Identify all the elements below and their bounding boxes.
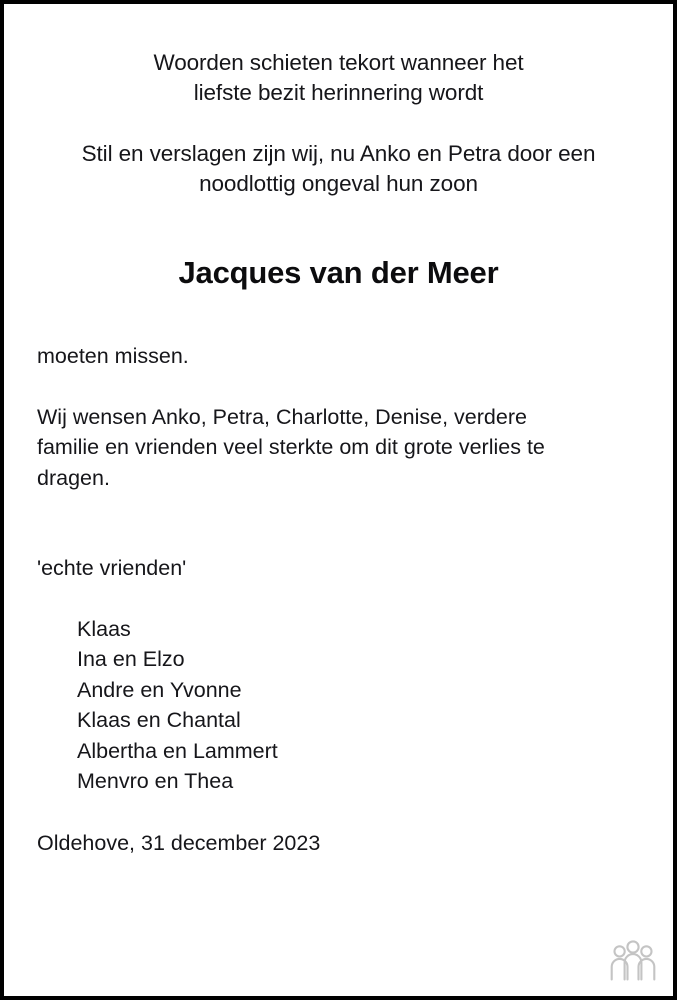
- list-item: Klaas: [77, 616, 131, 641]
- signers-list: [37, 584, 644, 797]
- body-line: Wij wensen Anko, Petra, Charlotte, Denise, verdere: [37, 404, 527, 429]
- list-item: Klaas en Chantal: [77, 708, 241, 732]
- body-line: dragen.: [37, 465, 110, 490]
- notice-content: [4, 4, 673, 996]
- body-paragraph: [37, 341, 644, 372]
- list-item: Andre en Yvonne: [77, 677, 242, 702]
- verse-line: Woorden schieten tekort wanneer het: [153, 50, 524, 75]
- list-item: Albertha en Lammert: [77, 738, 278, 763]
- verse-stanza-two: [33, 108, 644, 199]
- deceased-name: Jacques van der Meer: [178, 255, 499, 290]
- body-line: familie en vrienden veel sterkte om dit grote verlies te: [37, 435, 545, 459]
- verse-line: noodlottig ongeval hun zoon: [199, 171, 478, 196]
- verse-line: Stil en verslagen zijn wij, nu Anko en Petra door een: [81, 141, 596, 166]
- people-group-icon: [610, 939, 656, 983]
- list-item: Ina en Elzo: [77, 647, 185, 671]
- verse-stanza-one: [33, 4, 644, 108]
- body-paragraph: [37, 402, 644, 494]
- verse-line: liefste bezit herinnering wordt: [193, 80, 484, 105]
- list-item: Menvro en Thea: [77, 769, 234, 793]
- place-and-date: Oldehove, 31 december 2023: [37, 830, 321, 855]
- notice-body: [33, 291, 644, 858]
- body-line: moeten missen.: [37, 344, 189, 368]
- friends-label: 'echte vrienden': [37, 556, 187, 580]
